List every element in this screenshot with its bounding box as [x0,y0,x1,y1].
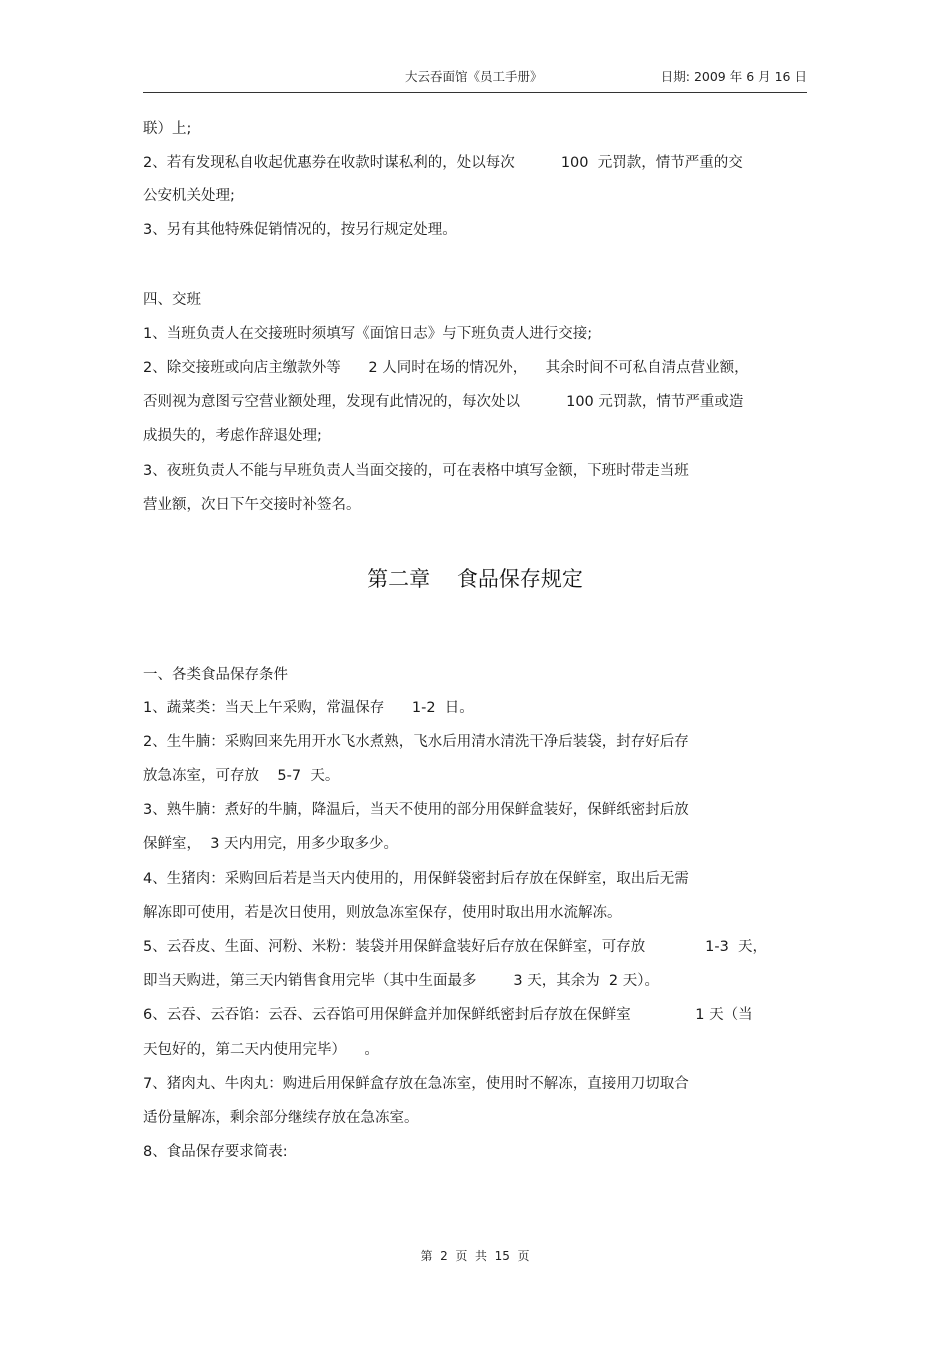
body-line: 1、蔬菜类：当天上午采购，常温保存 1-2 日。 [143,700,474,716]
body-line: 4、生猪肉：采购回后若是当天内使用的，用保鲜袋密封后存放在保鲜室，取出后无需 [143,871,689,887]
body-line: 营业额，次日下午交接时补签名。 [143,497,361,513]
header-date: 日期: 2009 年 6 月 16 日 [660,69,807,84]
header-title: 大云吞面馆《员工手册》 [405,69,543,84]
body-line: 2、若有发现私自收起优惠券在收款时谋私利的，处以每次 100 元罚款，情节严重的交 [143,155,743,171]
body-line: 3、夜班负责人不能与早班负责人当面交接的，可在表格中填写金额，下班时带走当班 [143,463,689,479]
body-line: 1、当班负责人在交接班时须填写《面馆日志》与下班负责人进行交接; [143,326,593,342]
body-line: 8、食品保存要求简表: [143,1144,288,1160]
body-line: 联）上; [143,121,192,137]
body-line: 7、猪肉丸、牛肉丸：购进后用保鲜盒存放在急冻室，使用时不解冻，直接用刀切取合 [143,1076,689,1092]
body-line: 3、熟牛腩：煮好的牛腩，降温后，当天不使用的部分用保鲜盒装好，保鲜纸密封后放 [143,802,689,818]
body-line: 适份量解冻，剩余部分继续存放在急冻室。 [143,1110,419,1126]
body-line: 否则视为意图亏空营业额处理，发现有此情况的，每次处以 100 元罚款，情节严重或造 [143,394,744,410]
header-divider [143,92,807,93]
body-line: 2、除交接班或向店主缴款外等 2 人同时在场的情况外， 其余时间不可私自清点营业额， [143,360,749,376]
body-line: 5、云吞皮、生面、河粉、米粉：装袋并用保鲜盒装好后存放在保鲜室，可存放 1-3 天， [143,939,768,955]
page-footer: 第 2 页 共 15 页 [420,1249,530,1263]
page-header [143,68,807,86]
body-line: 3、另有其他特殊促销情况的，按另行规定处理。 [143,222,457,238]
body-line: 6、云吞、云吞馅：云吞、云吞馅可用保鲜盒并加保鲜纸密封后存放在保鲜室 1 天（当 [143,1007,753,1023]
body-line: 成损失的，考虑作辞退处理; [143,428,322,444]
chapter-title: 第二章 食品保存规定 [367,567,583,591]
section-heading: 一、各类食品保存条件 [143,667,288,683]
body-line: 即当天购进，第三天内销售食用完毕（其中生面最多 3 天，其余为 2 天）。 [143,973,660,989]
body-line: 公安机关处理; [143,188,235,204]
section-heading: 四、交班 [143,292,201,308]
body-line: 解冻即可使用，若是次日使用，则放急冻室保存，使用时取出用水流解冻。 [143,905,622,921]
body-line: 保鲜室， 3 天内用完，用多少取多少。 [143,836,399,852]
body-line: 2、生牛腩：采购回来先用开水飞水煮熟，飞水后用清水清洗干净后装袋，封存好后存 [143,734,689,750]
body-line: 天包好的，第二天内使用完毕） 。 [143,1042,379,1058]
body-line: 放急冻室，可存放 5-7 天。 [143,768,340,784]
